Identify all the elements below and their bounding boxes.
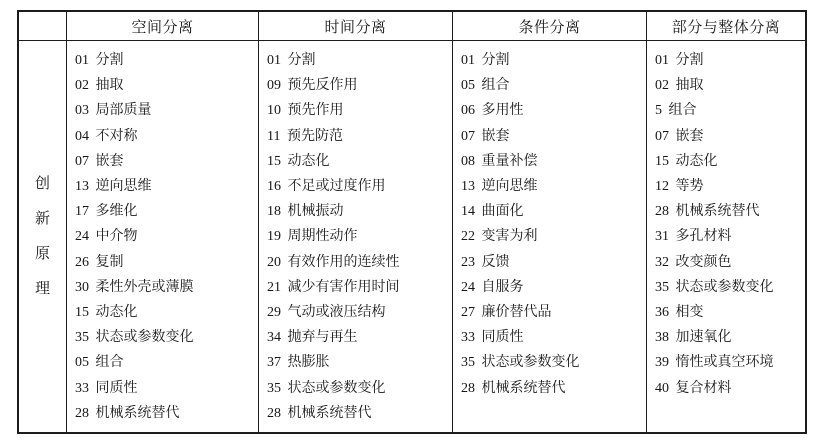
principle-item: 11 预先防范 [267,128,343,144]
principle-item: 33 同质性 [75,380,138,396]
principle-item: 24 自服务 [461,279,524,295]
principle-item: 13 逆向思维 [461,179,538,195]
principle-item: 09 预先反作用 [267,78,358,94]
principle-item: 35 状态或参数变化 [655,279,774,295]
column-part-whole-separation [647,41,805,432]
principle-item: 07 嵌套 [655,128,704,144]
row-label-char: 原 [34,245,50,262]
principle-item: 30 柔性外壳或薄膜 [75,279,194,295]
principle-item: 15 动态化 [267,153,330,169]
principle-item: 06 多用性 [461,103,524,119]
principle-item: 40 复合材料 [655,380,732,396]
column-space-separation [67,41,259,432]
principle-item: 01 分割 [267,53,316,68]
principle-item: 34 抛弃与再生 [267,330,358,346]
header-cell-space-separation: 空间分离 [67,12,259,40]
principle-item: 31 多孔材料 [655,229,732,245]
principle-item: 02 抽取 [75,78,124,94]
row-label-char: 创 [34,175,50,192]
principle-item: 28 机械系统替代 [267,405,372,421]
principle-item: 20 有效作用的连续性 [267,254,400,270]
principle-item: 04 不对称 [75,128,138,144]
principles-list-time [259,41,452,426]
principle-item: 35 状态或参数变化 [461,355,580,371]
principle-item: 22 变害为利 [461,229,538,245]
principle-item: 16 不足或过度作用 [267,179,386,195]
row-label-innovation-principles [19,41,67,432]
column-condition-separation [453,41,647,432]
principle-item: 01 分割 [75,53,124,68]
principle-item: 32 改变颜色 [655,254,732,270]
principle-item: 24 中介物 [75,229,138,245]
principle-item: 35 状态或参数变化 [75,330,194,346]
principle-item: 29 气动或液压结构 [267,305,386,321]
principle-item: 17 多维化 [75,204,138,220]
principle-item: 39 惰性或真空环境 [655,355,774,371]
principle-item: 01 分割 [461,53,510,68]
principle-item: 28 机械系统替代 [75,405,180,421]
principle-item: 18 机械振动 [267,204,344,220]
header-cell-empty [19,12,67,40]
innovation-principles-table [17,10,807,434]
principle-item: 15 动态化 [655,153,718,169]
principle-item: 5 组合 [655,103,697,119]
header-cell-time-separation: 时间分离 [259,12,453,40]
row-label-char: 理 [34,280,50,297]
principle-item: 23 反馈 [461,254,510,270]
principle-item: 27 廉价替代品 [461,305,552,321]
header-cell-part-whole-separation: 部分与整体分离 [671,19,781,36]
principle-item: 26 复制 [75,254,124,270]
principle-item: 28 机械系统替代 [461,380,566,396]
principle-item: 05 组合 [461,78,510,94]
principle-item: 21 减少有害作用时间 [267,279,400,295]
row-label-char: 新 [34,210,50,227]
principle-item: 14 曲面化 [461,204,524,220]
principle-item: 07 嵌套 [461,128,510,144]
principles-list-part-whole [647,41,805,401]
principles-list-condition [453,41,646,401]
principle-item: 37 热膨胀 [267,355,330,371]
principle-item: 15 动态化 [75,305,138,321]
principle-item: 10 预先作用 [267,103,344,119]
principle-item: 02 抽取 [655,78,704,94]
principles-list-space [67,41,258,426]
principle-item: 13 逆向思维 [75,179,152,195]
principle-item: 19 周期性动作 [267,229,358,245]
column-time-separation [259,41,453,432]
principle-item: 33 同质性 [461,330,524,346]
principle-item: 03 局部质量 [75,103,152,119]
principle-item: 07 嵌套 [75,153,124,169]
principle-item: 12 等势 [655,179,704,195]
table-header-row [19,12,805,41]
principle-item: 08 重量补偿 [461,153,538,169]
principle-item: 05 组合 [75,355,124,371]
principle-item: 28 机械系统替代 [655,204,760,220]
table-body-row [19,41,805,432]
header-cell-condition-separation: 条件分离 [453,12,647,40]
principle-item: 38 加速氧化 [655,330,732,346]
principle-item: 35 状态或参数变化 [267,380,386,396]
principle-item: 01 分割 [655,53,704,68]
principle-item: 36 相变 [655,305,704,321]
